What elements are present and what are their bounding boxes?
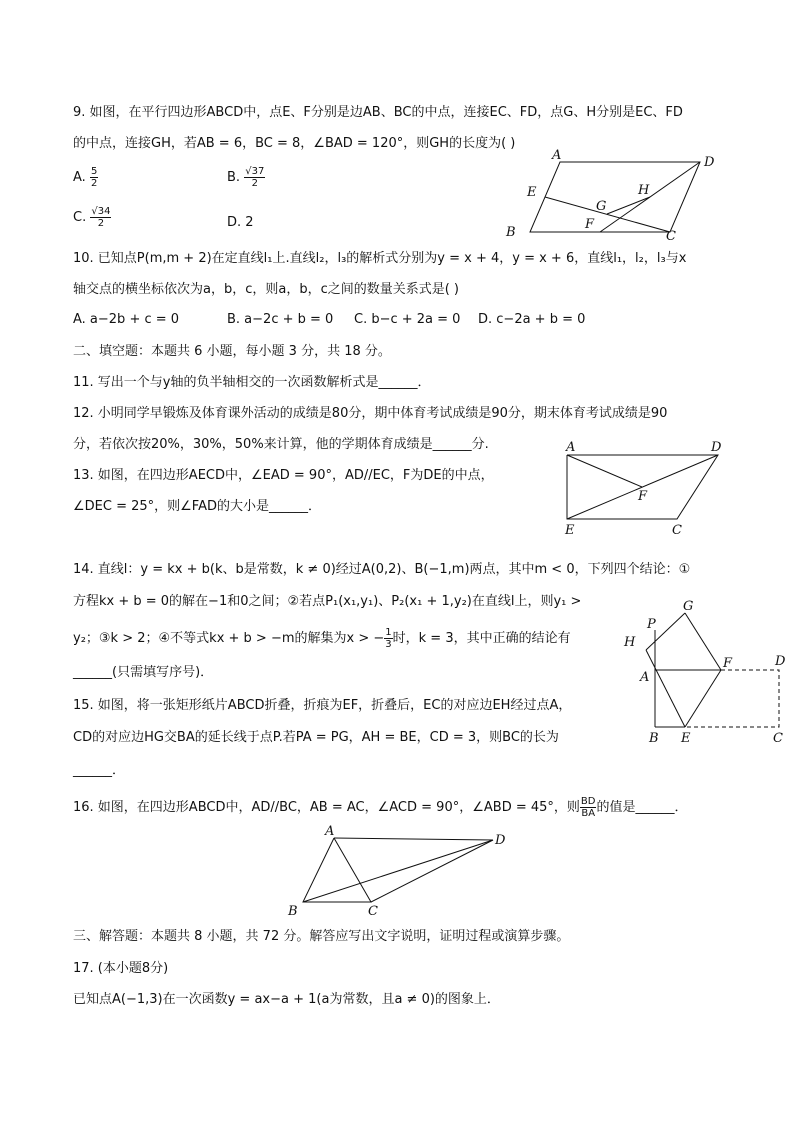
q17-title: 17. (本小题8分) <box>73 961 169 976</box>
label-h: H <box>624 635 636 650</box>
label-f: F <box>638 489 648 504</box>
q13-line2: ∠DEC = 25°，则∠FAD的大小是______． <box>73 499 321 514</box>
triangle-abc <box>303 838 371 902</box>
label-d: D <box>495 833 506 848</box>
label-d: D <box>711 440 722 455</box>
label-c: C <box>773 731 783 746</box>
segment-cd <box>371 840 493 902</box>
q11: 11. 写出一个与y轴的负半轴相交的一次函数解析式是______． <box>73 375 431 390</box>
q16-line1-end: 的值是______． <box>596 800 688 815</box>
q17-line1: 已知点A(−1,3)在一次函数y = ax−a + 1(a为常数，且a ≠ 0)的图象上． <box>73 992 500 1007</box>
segment-gf <box>685 613 721 670</box>
frac-num: √34 <box>91 206 111 217</box>
label-f: F <box>723 656 733 671</box>
label-b: B <box>649 731 659 746</box>
q10-option-c: C. b−c + 2a = 0 <box>354 312 461 327</box>
frac-den: 2 <box>97 218 105 229</box>
q14-line1: 14. 直线l：y = kx + b(k、b是常数，k ≠ 0)经过A(0,2)、B(−1,m)两点，其中m < 0，下列四个结论：① <box>73 562 691 577</box>
q9-option-a-frac <box>90 166 98 189</box>
frac-den: 2 <box>251 178 258 189</box>
q9-figure <box>500 148 730 248</box>
q10-option-d: D. c−2a + b = 0 <box>478 312 586 327</box>
label-d: D <box>775 654 786 669</box>
q12-line2: 分，若依次按20%，30%，50%来计算，他的学期体育成绩是______分. <box>73 437 489 452</box>
segment-bd <box>303 840 493 902</box>
label-e: E <box>565 523 575 538</box>
frac-num: BD <box>580 796 596 807</box>
label-g: G <box>596 199 607 214</box>
q14-line3-start: y₂；③k > 2；④不等式kx + b > −m的解集为x > − <box>73 631 385 646</box>
q14-line2: 方程kx + b = 0的解在−1和0之间；②若点P₁(x₁,y₁)、P₂(x₁ + 1,y₂)在直线l上，则y₁ > <box>73 594 582 609</box>
label-c: C <box>666 229 676 244</box>
q9-option-c-label: C. <box>73 210 87 225</box>
dashed-fdce <box>685 670 779 727</box>
label-g: G <box>683 599 694 614</box>
q16-figure <box>285 822 515 922</box>
frac-den: 3 <box>385 639 392 650</box>
frac-num: 1 <box>385 627 392 638</box>
segment-ad <box>334 838 493 840</box>
frac-num: √37 <box>245 166 265 177</box>
q9-option-b-label: B. <box>227 170 241 185</box>
segment-ef <box>685 670 721 727</box>
label-e: E <box>681 731 691 746</box>
segment-af <box>567 455 642 487</box>
q10-option-b: B. a−2c + b = 0 <box>227 312 334 327</box>
q10-line2: 轴交点的横坐标依次为a，b，c，则a，b，c之间的数量关系式是( ) <box>73 282 460 297</box>
frac-den: 2 <box>90 178 98 189</box>
label-a: A <box>552 148 562 163</box>
q16-fraction <box>580 796 597 819</box>
q13-line1: 13. 如图，在四边形AECD中，∠EAD = 90°，AD//EC，F为DE的中点， <box>73 468 494 483</box>
label-h: H <box>638 183 650 198</box>
q16-line1 <box>73 796 687 819</box>
q14-fraction <box>384 627 392 650</box>
label-b: B <box>288 904 298 919</box>
label-a: A <box>325 824 335 839</box>
label-c: C <box>672 523 682 538</box>
q9-option-b-frac <box>244 166 265 189</box>
label-b: B <box>506 225 516 240</box>
label-a: A <box>566 440 576 455</box>
q14-line3-end: 时，k = 3，其中正确的结论有 <box>392 631 571 646</box>
q9-line2: 的中点，连接GH，若AB = 6，BC = 8，∠BAD = 120°，则GH的长度为( ) <box>73 136 516 151</box>
label-a: A <box>640 670 650 685</box>
q15-line2: CD的对应边HG交BA的延长线于点P.若PA = PG，AH = BE，CD = 3，则BC的长为 <box>73 730 559 745</box>
q10-option-a: A. a−2b + c = 0 <box>73 312 180 327</box>
q15-line1: 15. 如图，将一张矩形纸片ABCD折叠，折痕为EF，折叠后，EC的对应边EH经过点A， <box>73 698 572 713</box>
q16-line1-start: 16. 如图，在四边形ABCD中，AD//BC，AB = AC，∠ACD = 90°，∠ABD = 45°，则 <box>73 800 580 815</box>
q9-option-c <box>73 206 111 229</box>
label-d: D <box>704 155 715 170</box>
q12-line1: 12. 小明同学早锻炼及体育课外活动的成绩是80分，期中体育考试成绩是90分，期末体育考试成绩是90 <box>73 406 668 421</box>
label-f: F <box>585 217 595 232</box>
q15-figure <box>615 595 794 750</box>
q9-option-c-frac <box>90 206 111 229</box>
q14-line3 <box>73 627 571 650</box>
label-p: P <box>647 617 656 632</box>
label-e: E <box>527 185 537 200</box>
q13-figure <box>560 438 730 538</box>
q15-line3: ______． <box>73 763 126 778</box>
q9-line1: 9. 如图，在平行四边形ABCD中，点E、F分别是边AB、BC的中点，连接EC、FD，点G、H分别是EC、FD <box>73 105 683 120</box>
section-2-heading: 二、填空题：本题共 6 小题，每小题 3 分，共 18 分。 <box>73 344 391 359</box>
section-3-heading: 三、解答题：本题共 8 小题，共 72 分。解答应写出文字说明，证明过程或演算步骤。 <box>73 929 570 944</box>
q14-line4: ______(只需填写序号)． <box>73 665 214 680</box>
frac-den: BA <box>581 808 596 819</box>
frac-num: 5 <box>90 166 98 177</box>
q9-option-b <box>227 166 265 189</box>
q9-option-a <box>73 166 98 189</box>
q9-option-a-label: A. <box>73 170 86 185</box>
q9-option-d: D. 2 <box>227 215 254 230</box>
segment-eh <box>646 650 685 727</box>
label-c: C <box>368 904 378 919</box>
q10-line1: 10. 已知点P(m,m + 2)在定直线l₁上.直线l₂，l₃的解析式分别为y = x + 4，y = x + 6，直线l₁，l₂，l₃与x <box>73 251 687 266</box>
